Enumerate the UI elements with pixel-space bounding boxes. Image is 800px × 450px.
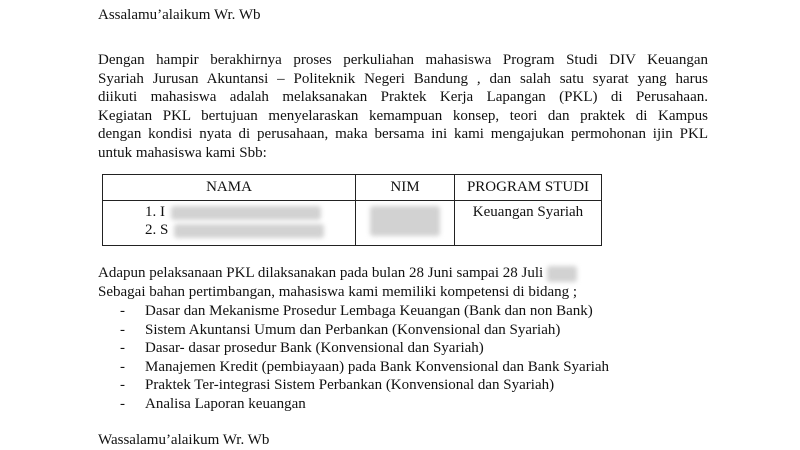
intro-line: Kegiatan PKL bertujuan menyelaraskan kemampuan konsep, teori dan praktek di Kampus bbox=[98, 107, 708, 124]
header-program-studi: PROGRAM STUDI bbox=[455, 175, 602, 201]
table-row bbox=[103, 201, 602, 246]
skill-text: Manajemen Kredit (pembiayaan) pada Bank Konvensional dan Bank Syariah bbox=[145, 358, 610, 375]
intro-paragraph bbox=[98, 51, 708, 163]
dash-bullet: - bbox=[120, 395, 125, 412]
student-name-1 bbox=[145, 203, 349, 221]
dash-bullet: - bbox=[120, 321, 125, 338]
dash-bullet: - bbox=[120, 377, 125, 394]
student-name-initial: S bbox=[160, 222, 169, 238]
list-item bbox=[98, 395, 609, 414]
skill-text: Praktek Ter-integrasi Sistem Perbankan (Konvensional dan Syariah) bbox=[145, 377, 555, 394]
list-item bbox=[98, 376, 609, 395]
competence-list bbox=[98, 302, 609, 414]
intro-line: dengan kondisi nyata di perusahaan, maka bersama ini kami mengajukan permohonan ijin PKL bbox=[98, 126, 708, 143]
intro-line: Syariah Jurusan Akuntansi – Politeknik Negeri Bandung , dan salah satu syarat yang harus bbox=[98, 70, 708, 87]
redacted-name bbox=[174, 224, 324, 238]
skill-text: Analisa Laporan keuangan bbox=[145, 395, 306, 412]
skill-text: Dasar- dasar prosedur Bank (Konvensional dan Syariah) bbox=[145, 340, 484, 357]
dash-bullet: - bbox=[120, 303, 125, 319]
program-cell: Keuangan Syariah bbox=[455, 201, 602, 246]
student-table bbox=[102, 174, 602, 246]
intro-line: Dengan hampir berakhirnya proses perkuliahan mahasiswa Program Studi DIV Keuangan bbox=[98, 52, 708, 68]
competence-intro: Sebagai bahan pertimbangan, mahasiswa kami memiliki kompetensi di bidang ; bbox=[98, 284, 578, 300]
dash-bullet: - bbox=[120, 358, 125, 375]
list-item bbox=[98, 339, 609, 358]
greeting: Assalamu’alaikum Wr. Wb bbox=[98, 7, 261, 23]
redacted-name bbox=[171, 206, 321, 220]
intro-line: untuk mahasiswa kami Sbb: bbox=[98, 144, 267, 161]
list-item bbox=[98, 358, 609, 377]
schedule-line bbox=[98, 264, 577, 283]
names-cell bbox=[103, 201, 356, 246]
header-nim: NIM bbox=[356, 175, 455, 201]
student-name-2 bbox=[145, 221, 349, 239]
redacted-nim bbox=[370, 206, 440, 236]
list-item bbox=[98, 321, 609, 340]
skill-text: Sistem Akuntansi Umum dan Perbankan (Konvensional dan Syariah) bbox=[145, 321, 561, 338]
nim-cell bbox=[356, 201, 455, 246]
closing: Wassalamu’alaikum Wr. Wb bbox=[98, 432, 270, 448]
student-number: 1. bbox=[145, 204, 157, 220]
schedule-text: Adapun pelaksanaan PKL dilaksanakan pada bulan 28 Juni sampai 28 Juli bbox=[98, 265, 544, 281]
student-name-initial: I bbox=[160, 204, 165, 220]
header-nama: NAMA bbox=[103, 175, 356, 201]
intro-line: diikuti mahasiswa adalah melaksanakan Praktek Kerja Lapangan (PKL) di Perusahaan. bbox=[98, 89, 708, 106]
dash-bullet: - bbox=[120, 340, 125, 357]
skill-text: Dasar dan Mekanisme Prosedur Lembaga Keuangan (Bank dan non Bank) bbox=[145, 303, 593, 319]
list-item bbox=[98, 302, 609, 321]
redacted-year bbox=[547, 266, 577, 282]
table-header-row bbox=[103, 175, 602, 201]
student-number: 2. bbox=[145, 222, 157, 238]
